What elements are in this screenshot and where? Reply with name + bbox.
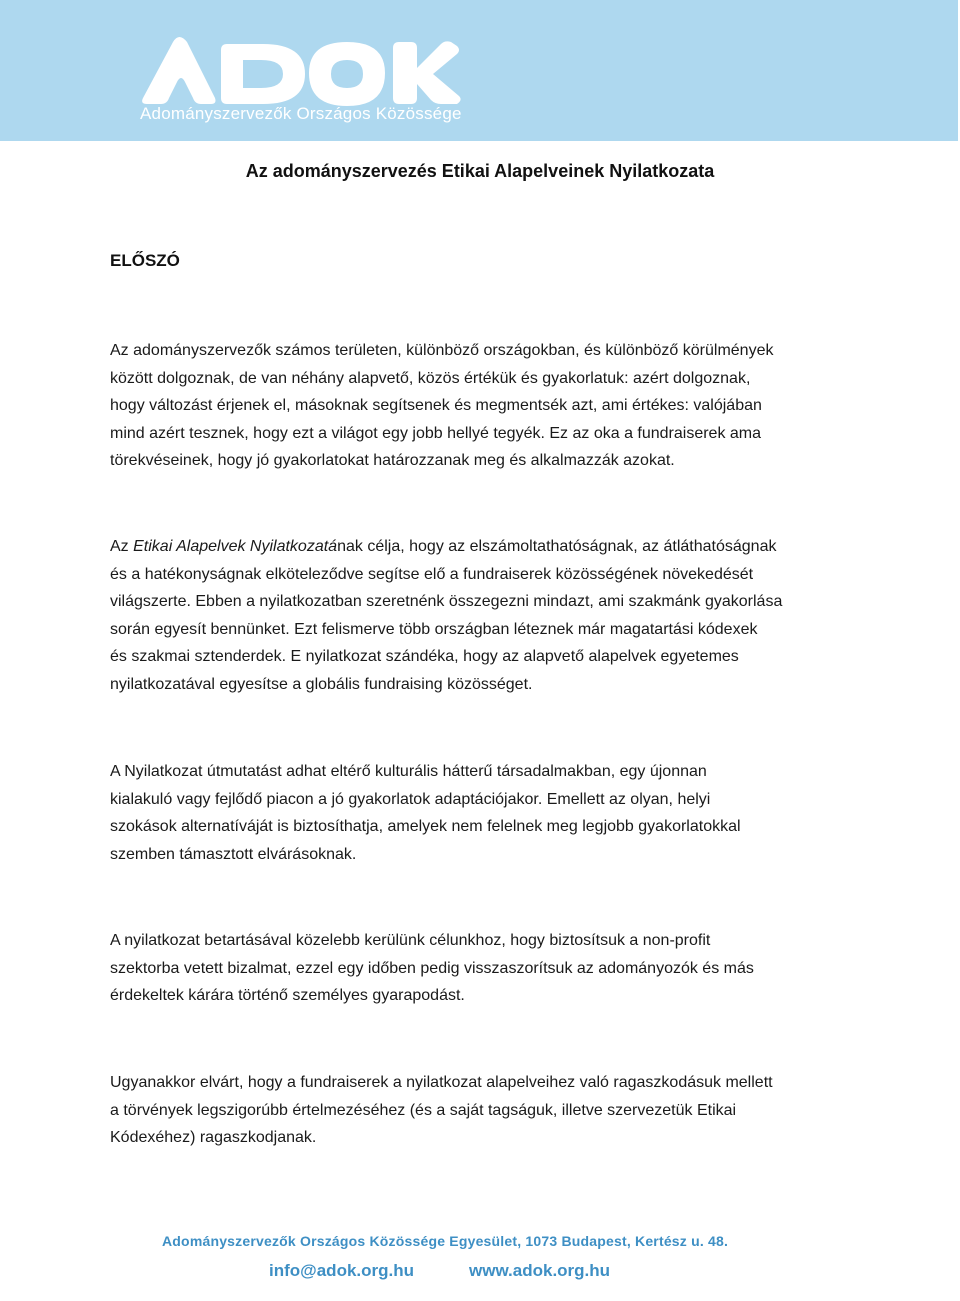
paragraph-5 — [110, 1069, 870, 1152]
footer-email-link[interactable]: info@adok.org.hu — [269, 1261, 415, 1280]
paragraph-2 — [110, 533, 870, 698]
paragraph-line: és szakmai sztenderdek. E nyilatkozat szándéka, hogy az alapvető alapelvek egyetemes — [110, 648, 739, 665]
paragraph-line: nyilatkozatával egyesítse a globális fundraising közösséget. — [110, 675, 533, 693]
paragraph-line: szektorba vetett bizalmat, ezzel egy időben pedig visszaszorítsuk az adományozók és más — [110, 959, 754, 977]
paragraph-line: szokások alternatíváját is biztosíthatja, amelyek nem felelnek meg legjobb gyakorlatokkal — [110, 818, 741, 835]
paragraph-line — [110, 533, 870, 561]
paragraph-text: nak célja, hogy az elszámoltathatóságnak, az átláthatóságnak — [337, 538, 777, 555]
paragraph-text: Az — [110, 538, 134, 555]
italic-document-name: Etikai Alapelvek Nyilatkozatá — [133, 538, 338, 555]
paragraph-line: mind azért tesznek, hogy ezt a világot egy jobb hellyé tegyék. Ez az oka a fundraiserek ama — [110, 424, 762, 442]
paragraph-line: kialakuló vagy fejlődő piacon a jó gyakorlatok adaptációjakor. Emellett az olyan, helyi — [110, 790, 711, 808]
footer-address: Adományszervezők Országos Közössége Egyesület, 1073 Budapest, Kertész u. 48. — [162, 1233, 729, 1249]
paragraph-line: hogy változást érjenek el, másoknak segítsenek és megmentsék azt, ami értékes: valójában — [110, 397, 762, 414]
logo-tagline: Adományszervezők Országos Közössége — [140, 104, 462, 123]
paragraph-3 — [110, 758, 870, 868]
section-heading: ELŐSZÓ — [110, 251, 180, 270]
footer-website-link[interactable]: www.adok.org.hu — [469, 1261, 611, 1280]
paragraph-line: a törvények legszigorúbb értelmezéséhez (és a saját tagságuk, illetve szervezetük Etikai — [110, 1101, 737, 1119]
paragraph-line: törekvéseinek, hogy jó gyakorlatokat határozzanak meg és alkalmazzák azokat. — [110, 452, 675, 469]
paragraph-4 — [110, 927, 870, 1010]
paragraph-line: Az adományszervezők számos területen, különböző országokban, és különböző körülmények — [110, 342, 774, 359]
paragraph-line: A Nyilatkozat útmutatást adhat eltérő kulturális hátterű társadalmakban, egy újonnan — [110, 763, 707, 780]
header-band — [0, 0, 958, 141]
paragraph-1 — [110, 337, 870, 475]
document-title: Az adományszervezés Etikai Alapelveinek Nyilatkozata — [245, 161, 715, 181]
paragraph-line: szemben támasztott elvárásoknak. — [110, 845, 357, 863]
paragraph-line: és a hatékonyságnak elköteleződve segítse elő a fundraiserek közösségének növekedését — [110, 565, 754, 583]
paragraph-line: világszerte. Ebben a nyilatkozatban szeretnénk összegezni mindazt, ami szakmánk gyakorlása — [110, 593, 783, 610]
paragraph-line: során egyesít bennünket. Ezt felismerve több országban léteznek már magatartási kódexek — [110, 620, 758, 638]
paragraph-line: érdekeltek kárára történő személyes gyarapodást. — [110, 987, 465, 1004]
paragraph-line: Ugyanakkor elvárt, hogy a fundraiserek a nyilatkozat alapelveihez való ragaszkodásuk mellett — [110, 1074, 773, 1091]
paragraph-line: között dolgoznak, de van néhány alapvető, közös értékük és gyakorlatuk: azért dolgoznak, — [110, 369, 751, 387]
paragraph-line: A nyilatkozat betartásával közelebb kerülünk célunkhoz, hogy biztosítsuk a non-profit — [110, 932, 711, 949]
paragraph-line: Kódexéhez) ragaszkodjanak. — [110, 1129, 317, 1146]
